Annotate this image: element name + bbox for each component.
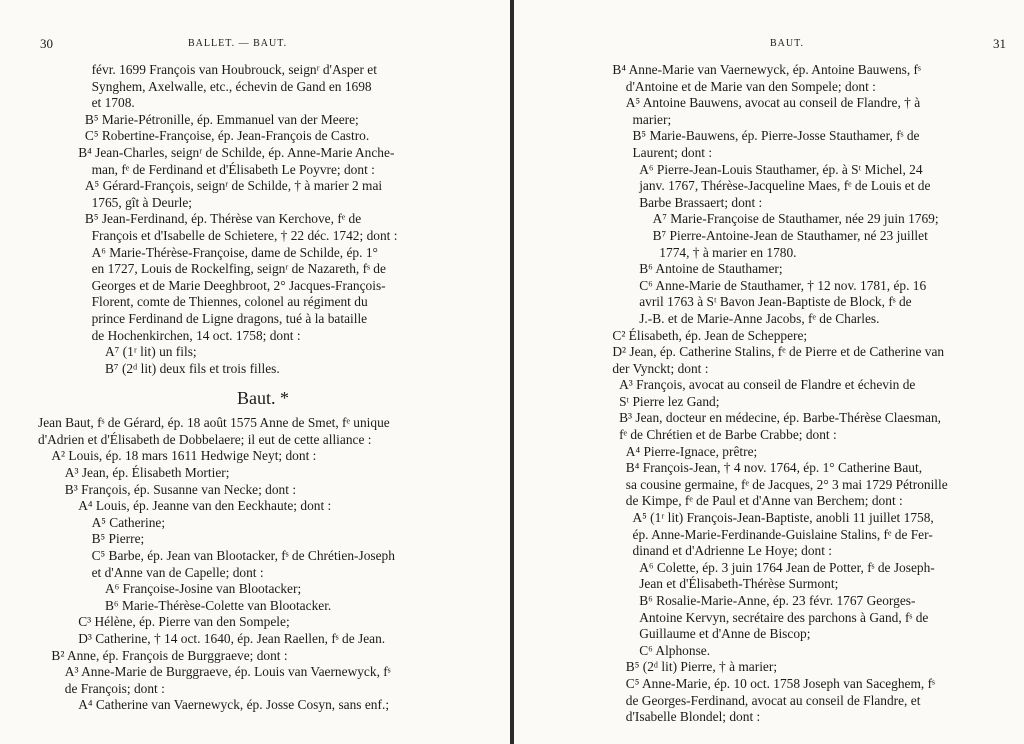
text-line: B⁵ (2ᵈ lit) Pierre, † à marier; xyxy=(625,659,778,675)
text-line: sa cousine germaine, fᵉ de Jacques, 2° 3 mai 1729 Pétronille xyxy=(625,476,948,492)
text-line: Georges et de Marie Deeghbroot, 2° Jacques-François- xyxy=(91,277,386,293)
text-line: A⁶ Colette, ép. 3 juin 1764 Jean de Potter, fˢ de Joseph- xyxy=(639,559,935,575)
text-line: B⁵ Jean-Ferdinand, ép. Thérèse van Kerchove, fᵉ de xyxy=(84,211,362,227)
text-line: der Vynckt; dont : xyxy=(612,360,709,376)
text-line: Antoine Kervyn, secrétaire des parchons à Gand, fˢ de xyxy=(639,609,929,625)
text-line: D³ Catherine, † 14 oct. 1640, ép. Jean Raellen, fˢ de Jean. xyxy=(78,631,386,646)
text-line: Sᵗ Pierre lez Gand; xyxy=(619,393,720,409)
text-line: B⁴ Jean-Charles, seignʳ de Schilde, ép. Anne-Marie Anche- xyxy=(78,144,395,160)
text-line: A⁴ Catherine van Vaernewyck, ép. Josse Cosyn, sans enf.; xyxy=(78,697,390,713)
text-line: Jean et d'Élisabeth-Thérèse Surmont; xyxy=(639,576,839,592)
running-head: BALLET. — BAUT. xyxy=(188,38,288,49)
text-line: Guillaume et d'Anne de Biscop; xyxy=(639,626,811,642)
text-line: A³ Jean, ép. Élisabeth Mortier; xyxy=(64,465,230,481)
text-line: B⁵ Marie-Pétronille, ép. Emmanuel van der Meere; xyxy=(84,111,359,127)
text-line: A³ François, avocat au conseil de Flandre et échevin de xyxy=(619,377,916,393)
text-line: Jean Baut, fˢ de Gérard, ép. 18 août 1575 Anne de Smet, fᵉ unique xyxy=(38,415,390,431)
text-line: B³ Jean, docteur en médecine, ép. Barbe-Thérèse Claesman, xyxy=(619,410,941,426)
text-line: en 1727, Louis de Rockelfing, seignʳ de Nazareth, fˢ de xyxy=(91,261,386,277)
text-line: B⁵ Marie-Bauwens, ép. Pierre-Josse Stauthamer, fˢ de xyxy=(632,128,920,144)
text-line: marier; xyxy=(632,111,672,127)
text-line: de Hochenkirchen, 14 oct. 1758; dont : xyxy=(91,327,301,343)
text-block xyxy=(532,62,1008,726)
text-line: A⁶ Marie-Thérèse-Françoise, dame de Schilde, ép. 1° xyxy=(91,244,378,260)
text-line: C⁵ Anne-Marie, ép. 10 oct. 1758 Joseph van Saceghem, fˢ xyxy=(625,675,935,691)
text-line: B⁴ François-Jean, † 4 nov. 1764, ép. 1° Catherine Baut, xyxy=(625,460,923,476)
text-line: François et d'Isabelle de Schietere, † 22 déc. 1742; dont : xyxy=(91,227,398,243)
text-block-bottom xyxy=(38,415,488,714)
text-line: et 1708. xyxy=(91,95,135,111)
text-line: 1765, gît à Deurle; xyxy=(91,194,192,210)
text-line: A⁷ Marie-Françoise de Stauthamer, née 29 juin 1769; xyxy=(652,211,939,227)
text-line: man, fᵉ de Ferdinand et d'Élisabeth Le Poyvre; dont : xyxy=(91,161,375,177)
text-line: de Georges-Ferdinand, avocat au conseil de Flandre, et xyxy=(625,692,921,708)
text-line: A⁵ Antoine Bauwens, avocat au conseil de Flandre, † à xyxy=(625,95,921,111)
page-number: 30 xyxy=(40,36,53,51)
text-line: J.-B. et de Marie-Anne Jacobs, fᵉ de Charles. xyxy=(639,310,880,326)
text-line: Synghem, Axelwalle, etc., échevin de Gand en 1698 xyxy=(91,78,372,94)
page-number: 31 xyxy=(993,36,1006,51)
text-line: 1774, † à marier en 1780. xyxy=(659,244,797,260)
right-page xyxy=(514,0,1024,744)
text-line: C³ Hélène, ép. Pierre van den Sompele; xyxy=(78,614,290,630)
text-line: févr. 1699 François van Houbrouck, seignʳ d'Asper et xyxy=(91,62,377,77)
text-line: B⁷ (2ᵈ lit) deux fils et trois filles. xyxy=(105,360,280,376)
text-line: A⁷ (1ʳ lit) un fils; xyxy=(105,344,197,360)
text-line: Barbe Brassaert; dont : xyxy=(639,194,763,210)
text-line: B⁶ Marie-Thérèse-Colette van Blootacker. xyxy=(105,597,332,613)
text-line: C⁶ Anne-Marie de Stauthamer, † 12 nov. 1781, ép. 16 xyxy=(639,277,927,293)
text-line: A⁵ Gérard-François, seignʳ de Schilde, † à marier 2 mai xyxy=(84,178,383,194)
text-block-top xyxy=(38,62,488,377)
running-head: BAUT. xyxy=(770,38,804,49)
text-line: A⁴ Louis, ép. Jeanne van den Eeckhaute; dont : xyxy=(78,498,332,514)
page-body xyxy=(532,62,1008,726)
page-body xyxy=(38,62,488,714)
text-line: Laurent; dont : xyxy=(632,144,713,160)
text-line: A⁴ Pierre-Ignace, prêtre; xyxy=(625,443,758,459)
text-line: avril 1763 à Sᵗ Bavon Jean-Baptiste de Block, fˢ de xyxy=(639,294,912,310)
section-heading: Baut. * xyxy=(237,388,289,409)
text-line: de François; dont : xyxy=(64,680,165,696)
text-line: B⁷ Pierre-Antoine-Jean de Stauthamer, né 23 juillet xyxy=(652,227,928,243)
text-line: janv. 1767, Thérèse-Jacqueline Maes, fᵉ de Louis et de xyxy=(639,178,931,194)
text-line: C⁵ Robertine-Françoise, ép. Jean-François de Castro. xyxy=(84,128,370,144)
text-line: A⁵ Catherine; xyxy=(91,514,166,530)
text-line: B² Anne, ép. François de Burggraeve; dont : xyxy=(51,647,288,663)
text-line: Florent, comte de Thiennes, colonel au régiment du xyxy=(91,294,368,310)
text-line: A⁵ (1ʳ lit) François-Jean-Baptiste, anobli 11 juillet 1758, xyxy=(632,510,934,526)
text-line: B³ François, ép. Susanne van Necke; dont : xyxy=(64,481,297,497)
text-line: fᵉ de Chrétien et de Barbe Crabbe; dont : xyxy=(619,427,837,443)
text-line: A² Louis, ép. 18 mars 1611 Hedwige Neyt; dont : xyxy=(51,448,317,464)
text-line: A⁶ Pierre-Jean-Louis Stauthamer, ép. à Sᵗ Michel, 24 xyxy=(639,161,923,177)
text-line: B⁵ Pierre; xyxy=(91,531,145,547)
text-line: prince Ferdinand de Ligne dragons, tué à la bataille xyxy=(91,310,368,326)
text-line: B⁶ Rosalie-Marie-Anne, ép. 23 févr. 1767 Georges- xyxy=(639,593,916,608)
text-line: C⁶ Alphonse. xyxy=(639,642,711,658)
text-line: C² Élisabeth, ép. Jean de Scheppere; xyxy=(612,327,808,343)
text-line: d'Antoine et de Marie van den Sompele; dont : xyxy=(625,78,876,94)
text-line: A⁶ Françoise-Josine van Blootacker; xyxy=(105,581,302,597)
text-line: A³ Anne-Marie de Burggraeve, ép. Louis van Vaernewyck, fˢ xyxy=(64,664,391,680)
text-line: de Kimpe, fᵉ de Paul et d'Anne van Berchem; dont : xyxy=(625,493,903,509)
text-line: B⁶ Antoine de Stauthamer; xyxy=(639,261,783,277)
text-line: d'Isabelle Blondel; dont : xyxy=(625,709,761,725)
text-line: et d'Anne van de Capelle; dont : xyxy=(91,564,264,580)
text-line: B⁴ Anne-Marie van Vaernewyck, ép. Antoine Bauwens, fˢ xyxy=(612,62,921,77)
text-line: ép. Anne-Marie-Ferdinande-Guislaine Stalins, fᵉ de Fer- xyxy=(632,526,933,542)
text-line: D² Jean, ép. Catherine Stalins, fᵉ de Pierre et de Catherine van xyxy=(612,344,945,360)
text-line: d'Adrien et d'Élisabeth de Dobbelaere; il eut de cette alliance : xyxy=(38,431,372,447)
text-line: C⁵ Barbe, ép. Jean van Blootacker, fˢ de Chrétien-Joseph xyxy=(91,548,395,564)
text-line: dinand et d'Adrienne Le Hoye; dont : xyxy=(632,543,832,559)
